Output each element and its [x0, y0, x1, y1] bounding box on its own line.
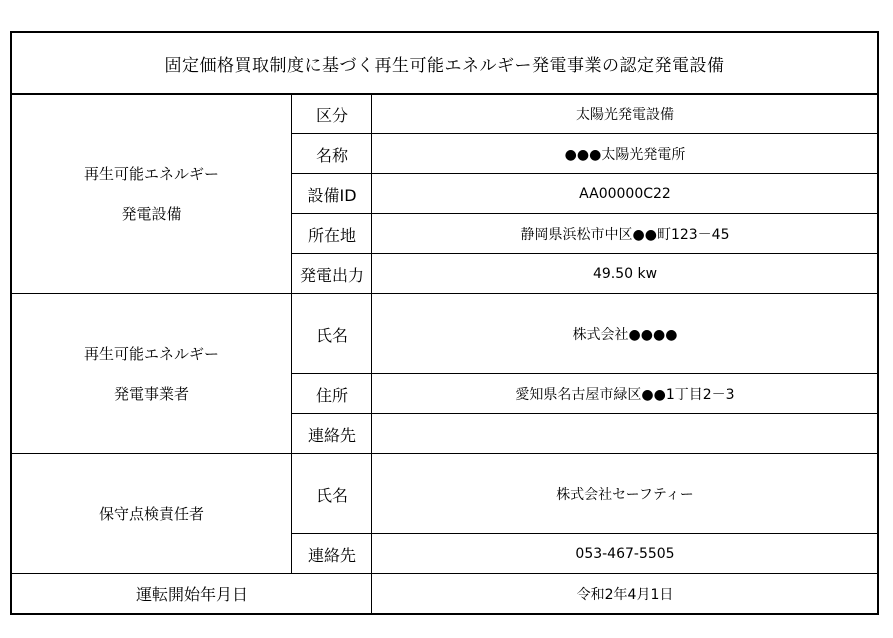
operator-address-value: 愛知県名古屋市緑区●●1丁目2－3 [515, 387, 735, 403]
maintenance-contact-label: 連絡先 [307, 545, 356, 565]
facility-name-value: ●●●太陽光発電所 [564, 147, 686, 163]
operator-contact-value [373, 414, 877, 454]
facility-output-value: 49.50 kw [592, 266, 658, 282]
facility-location-label: 所在地 [307, 225, 356, 245]
grid-vline-right [371, 94, 372, 613]
grid-hline [291, 133, 877, 134]
maintenance-name-label: 氏名 [315, 485, 348, 505]
grid-hline [291, 413, 877, 414]
facility-category-value: 太陽光発電設備 [576, 107, 674, 123]
certification-sign [10, 31, 879, 615]
operator-contact-label: 連絡先 [307, 425, 356, 445]
facility-category-label: 区分 [315, 105, 348, 125]
maintenance-name-value: 株式会社セーフティー [556, 487, 694, 503]
grid-hline-section [12, 573, 877, 574]
start-date-label: 運転開始年月日 [135, 585, 248, 604]
maintenance-group-label [12, 454, 291, 574]
operator-name-value: 株式会社●●●● [572, 327, 678, 343]
operator-address-label: 住所 [315, 385, 348, 405]
grid-hline [291, 373, 877, 374]
operator-group-line2: 発電事業者 [113, 385, 189, 403]
facility-name-label: 名称 [315, 145, 348, 165]
operator-name-label: 氏名 [315, 325, 348, 345]
start-date-value: 令和2年4月1日 [576, 586, 674, 603]
facility-output-label: 発電出力 [299, 265, 364, 285]
facility-group-line1: 再生可能エネルギー [83, 165, 219, 183]
facility-id-label: 設備ID [307, 185, 357, 205]
operator-group-line1: 再生可能エネルギー [83, 345, 219, 363]
sign-title: 固定価格買取制度に基づく再生可能エネルギー発電事業の認定発電設備 [12, 33, 877, 95]
operator-group-label [12, 294, 291, 454]
maintenance-contact-value: 053-467-5505 [575, 546, 675, 562]
grid-hline-section [12, 453, 877, 454]
facility-group-line2: 発電設備 [121, 205, 182, 223]
grid-hline [291, 213, 877, 214]
grid-hline [291, 533, 877, 534]
grid-hline [291, 173, 877, 174]
grid-hline-section [12, 293, 877, 294]
maintenance-group-line1: 保守点検責任者 [98, 505, 204, 523]
grid-hline [291, 253, 877, 254]
facility-group-label [12, 94, 291, 294]
grid-vline-left [291, 94, 292, 574]
facility-id-value: AA00000C22 [579, 186, 671, 202]
facility-location-value: 静岡県浜松市中区●●町123－45 [520, 227, 730, 243]
